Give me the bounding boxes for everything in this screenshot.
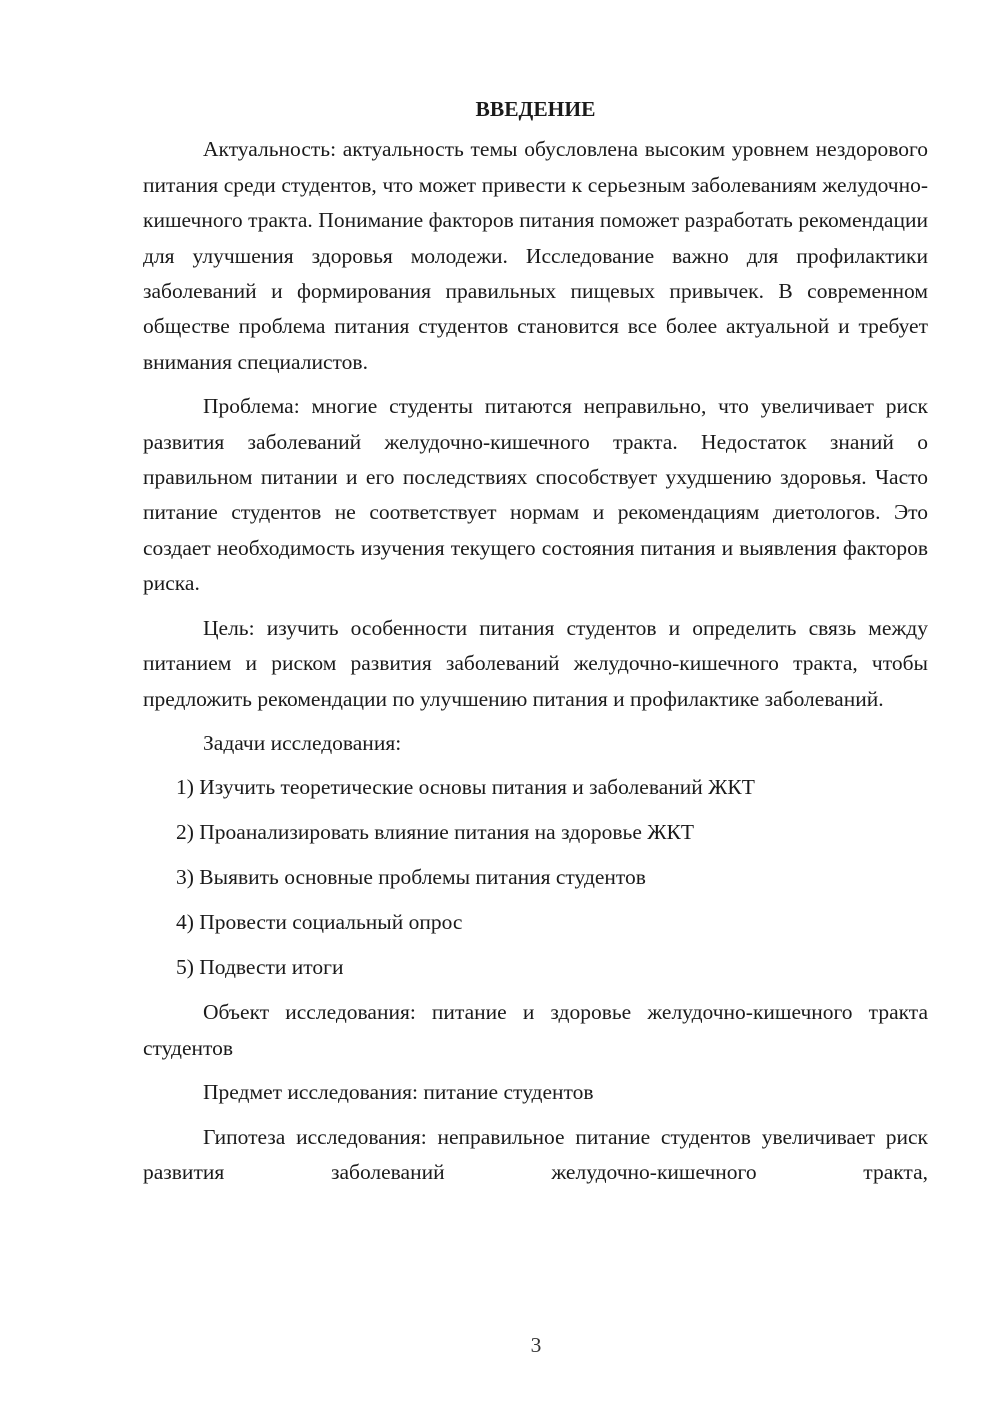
tasks-list — [143, 770, 928, 985]
relevance-paragraph: Актуальность: актуальность темы обусловлена высоким уровнем нездорового питания среди студентов, что может привести к серьезным заболеваниям желудочно-кишечного тракта. Понимание факторов питания поможет разработать рекомендации для улучшения здоровья молодежи. Исследование важно для профилактики заболеваний и формирования правильных пищевых привычек. В современном обществе проблема питания студентов становится все более актуальной и требует внимания специалистов. — [143, 137, 928, 374]
section-title: ВВЕДЕНИЕ — [475, 97, 596, 121]
problem-paragraph: Проблема: многие студенты питаются неправильно, что увеличивает риск развития заболеваний желудочно-кишечного тракта. Недостаток знаний о правильном питании и его последствиях способствует ухудшению здоровья. Часто питание студентов не соответствует нормам и рекомендациям диетологов. Это создает необходимость изучения текущего состояния питания и выявления факторов риска. — [143, 394, 928, 596]
document-page — [143, 92, 928, 1199]
task-item: 5) Подвести итоги — [176, 955, 344, 980]
task-item: 4) Провести социальный опрос — [176, 910, 463, 935]
hypothesis-paragraph: Гипотеза исследования: неправильное питание студентов увеличивает риск развития заболеваний желудочно-кишечного тракта, — [143, 1124, 928, 1184]
tasks-heading: Задачи исследования: — [203, 730, 402, 755]
task-item: 1) Изучить теоретические основы питания и заболеваний ЖКТ — [176, 775, 755, 800]
subject-paragraph: Предмет исследования: питание студентов — [203, 1080, 594, 1105]
goal-paragraph: Цель: изучить особенности питания студентов и определить связь между питанием и риском развития заболеваний желудочно-кишечного тракта, чтобы предложить рекомендации по улучшению питания и профилактике заболеваний. — [143, 615, 928, 711]
task-item: 3) Выявить основные проблемы питания студентов — [176, 865, 646, 890]
page-number: 3 — [530, 1333, 542, 1357]
object-paragraph: Объект исследования: питание и здоровье желудочно-кишечного тракта студентов — [143, 1000, 928, 1060]
task-item: 2) Проанализировать влияние питания на здоровье ЖКТ — [176, 820, 694, 845]
